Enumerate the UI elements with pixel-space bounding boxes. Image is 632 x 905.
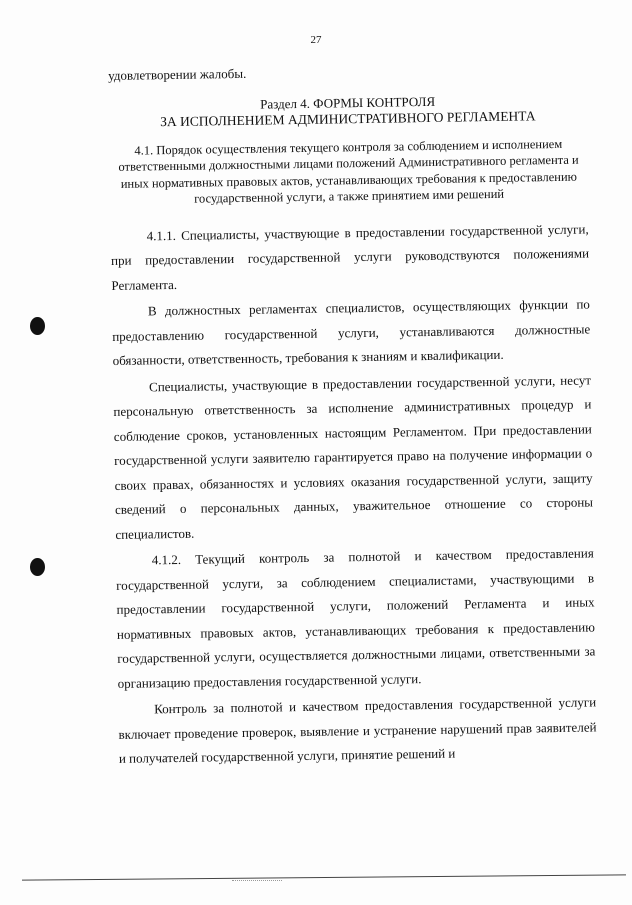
section-title-line-2: ЗА ИСПОЛНЕНИЕМ АДМИНИСТРАТИВНОГО РЕГЛАМЕНТА	[160, 107, 536, 129]
document-body	[108, 56, 597, 773]
section-title-line-1: Раздел 4. ФОРМЫ КОНТРОЛЯ	[260, 93, 436, 112]
continued-text: удовлетворении жалобы.	[108, 65, 247, 83]
page-number: 27	[310, 34, 322, 46]
paragraph: 4.1.1. Специалисты, участвующие в предоставлении государственной услуги, при предоставлении государственной услуги руководствуются положениями Регламента.	[110, 220, 590, 293]
paragraph: В должностных регламентах специалистов, осуществляющих функции по предоставлению государственной услуги, устанавливаются должностные обязанности, ответственность, требования к знаниям и квалификации.	[112, 296, 591, 368]
punch-hole	[30, 558, 45, 576]
paragraph: Контроль за полнотой и качеством предоставления государственной услуги включает проведение проверок, выявление и устранение нарушений прав заявителей и получателей государственной услуги, принятие решений и	[118, 694, 597, 766]
scan-mark	[232, 880, 282, 885]
paragraph: 4.1.2. Текущий контроль за полнотой и качеством предоставления государственной услуги, за соблюдением специалистами, участвующими в предоставлении государственной услуги, положений Регламента и иных нормативных правовых актов, устанавливающих требования к предоставлению государственной услуги, осуществляется должностными лицами, ответственными за организацию предоставления государственной услуги.	[116, 545, 596, 691]
subsection-heading: 4.1. Порядок осуществления текущего контроля за соблюдением и исполнением ответственными должностными лицами положений Административного регламента и иных нормативных правовых актов, устанавливающих требования к предоставлению государственной услуги, а также принятием ими решений	[118, 136, 579, 206]
section-heading	[109, 91, 587, 131]
bottom-rule	[22, 874, 626, 880]
paragraph: Специалисты, участвующие в предоставлении государственной услуги, несут персональную ответственность за исполнение административных процедур и соблюдение сроков, установленных настоящим Регламентом. При предоставлении государственной услуги заявителю гарантируется право на получение информации о своих правах, обязанностях и условиях оказания государственной услуги, защиту сведений о персональных данных, уважительное отношение со стороны специалистов.	[113, 371, 594, 542]
punch-hole	[30, 317, 45, 335]
